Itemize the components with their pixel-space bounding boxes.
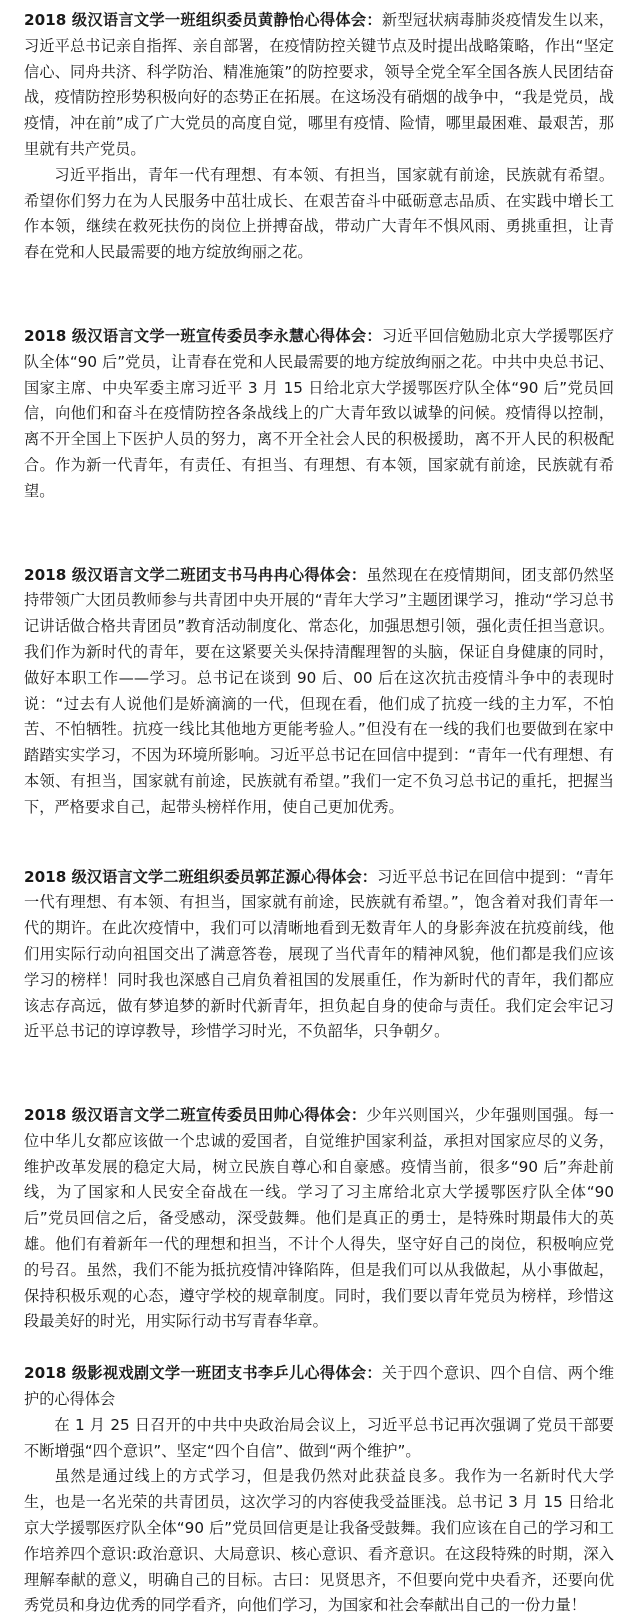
entry-speaker: 2018 级汉语言文学二班宣传委员田帅心得体会： — [24, 1106, 367, 1125]
entry-paragraph: 虽然是通过线上的方式学习，但是我仍然对此获益良多。我作为一名新时代大学生，也是一名光荣的共青团员，这次学习的内容使我受益匪浅。总书记 3 月 15 日给北京大学援鄂医疗队全体“90 后”党员回信更是让我备受鼓舞。我们应该在自己的学习和工作培养四个意识:政治意识、大局意识、核心意识、看齐意识。在这段特殊的时期，深入理解奉献的意义，明确自己的目标。古曰：见贤思齐，不但要向党中央看齐，还要向优秀党员和身边优秀的同学看齐，向他们学习，为国家和社会奉献出自己的一份力量！ — [24, 1467, 614, 1615]
entry-speaker: 2018 级汉语言文学一班组织委员黄静怡心得体会： — [24, 11, 382, 29]
entry-lead-text: 少年兴则国兴，少年强则国强。每一位中华儿女都应该做一个忠诚的爱国者，自觉维护国家利益，承担对国家应尽的义务，维护改革发展的稳定大局，树立民族自尊心和自豪感。疫情当前，很多“90 后”奔赴前线，为了国家和人民安全奋战在一线。学习了习主席给北京大学援鄂医疗队全体“90 后”党员回信之后，备受感动，深受鼓舞。他们是真正的勇士，是特殊时期最伟大的英雄。他们有着新年一代的理想和担当，不计个人得失，坚守好自己的岗位，积极响应党的号召。虽然，我们不能为抵抗疫情冲锋陷阵，但是我们可以从我做起，从小事做起，保持积极乐观的心态，遵守学校的规章制度。同时，我们要以青年党员为榜样，珍惜这段最美好的时光，用实际行动书写青春华章。 — [24, 1106, 615, 1331]
entry-speaker: 2018 级汉语言文学一班宣传委员李永慧心得体会： — [24, 326, 382, 345]
reflection-entry — [24, 563, 614, 821]
section-spacer — [24, 266, 614, 324]
reflection-entry — [24, 8, 614, 266]
reflection-entry — [24, 865, 614, 1046]
entry-lead-paragraph — [24, 8, 614, 163]
entry-paragraph: 在 1 月 25 日召开的中共中央政治局会议上，习近平总书记再次强调了党员干部要不断增强“四个意识”、坚定“四个自信”、做到“两个维护”。 — [24, 1415, 614, 1460]
entry-speaker: 2018 级汉语言文学二班组织委员郭芷源心得体会： — [24, 867, 378, 886]
entry-lead-paragraph — [24, 563, 614, 821]
entry-speaker: 2018 级影视戏剧文学一班团支书李乒儿心得体会： — [24, 1364, 382, 1383]
entry-lead-text: 习近平回信勉励北京大学援鄂医疗队全体“90 后”党员，让青春在党和人民最需要的地方绽放绚丽之花。中共中央总书记、国家主席、中央军委主席习近平 3 月 15 日给北京大学援鄂医疗队全体“90 后”党员回信，向他们和奋斗在疫情防控各条战线上的广大青年致以诚挚的问候。疫情得以控制，离不开全国上下医护人员的努力，离不开全社会人民的积极援助，离不开人民的积极配合。作为新一代青年，有责任、有担当、有理想、有本领，国家就有前途，民族就有希望。 — [24, 326, 615, 500]
section-spacer — [24, 1335, 614, 1361]
entry-speaker: 2018 级汉语言文学二班团支书马冉冉心得体会： — [24, 565, 367, 584]
section-spacer — [24, 505, 614, 563]
section-spacer — [24, 821, 614, 865]
entry-lead-paragraph — [24, 1361, 614, 1413]
entry-lead-paragraph — [24, 865, 614, 1046]
entry-lead-paragraph — [24, 324, 614, 505]
entry-lead-text: 关于四个意识、四个自信、两个维护的心得体会 — [24, 1364, 615, 1409]
entry-lead-paragraph — [24, 1103, 614, 1335]
entry-lead-text: 新型冠状病毒肺炎疫情发生以来，习近平总书记亲自指挥、亲自部署，在疫情防控关键节点及时提出战略策略，作出“坚定信心、同舟共济、科学防治、精准施策”的防控要求，领导全党全军全国各族人民团结奋战，疫情防控形势积极向好的态势正在拓展。在这场没有硝烟的战争中，“我是党员，战疫情，冲在前”成了广大党员的高度自觉，哪里有疫情、险情，哪里最困难、最艰苦，那里就有共产党员。 — [24, 11, 615, 158]
reflection-entry — [24, 324, 614, 505]
section-spacer — [24, 1045, 614, 1103]
reflection-entry — [24, 1361, 614, 1619]
reflection-entry — [24, 1103, 614, 1335]
entry-lead-text: 习近平总书记在回信中提到：“青年一代有理想、有本领、有担当，国家就有前途，民族就有希望。”，饱含着对我们青年一代的期许。在此次疫情中，我们可以清晰地看到无数青年人的身影奔波在抗疫前线，他们用实际行动向祖国交出了满意答卷，展现了当代青年的精神风貌，他们都是我们应该学习的榜样！同时我也深感自己肩负着祖国的发展重任，作为新时代的青年，我们都应该志存高远，做有梦追梦的新时代新青年，担负起自身的使命与责任。我们定会牢记习近平总书记的谆谆教导，珍惜学习时光，不负韶华，只争朝夕。 — [24, 867, 614, 1041]
entry-lead-text: 虽然现在在疫情期间，团支部仍然坚持带领广大团员教师参与共青团中央开展的“青年大学习”主题团课学习，推动“学习总书记讲话做合格共青团员”教育活动制度化、常态化，加强思想引领，强化责任担当意识。我们作为新时代的青年，要在这紧要关头保持清醒理智的头脑，保证自身健康的同时，做好本职工作——学习。总书记在谈到 90 后、00 后在这次抗击疫情斗争中的表现时说：“过去有人说他们是娇滴滴的一代，但现在看，他们成了抗疫一线的主力军，不怕苦、不怕牺牲。抗疫一线比其他地方更能考验人。”但没有在一线的我们也要做到在家中踏踏实实学习，不因为环境所影响。习近平总书记在回信中提到：“青年一代有理想、有本领、有担当，国家就有前途，民族就有希望。”我们一定不负习总书记的重托，把握当下，严格要求自己，起带头榜样作用，使自己更加优秀。 — [24, 565, 615, 816]
entry-paragraph: 习近平指出，青年一代有理想、有本领、有担当，国家就有前途，民族就有希望。希望你们努力在为人民服务中茁壮成长、在艰苦奋斗中砥砺意志品质、在实践中增长工作本领，继续在救死扶伤的岗位上拼搏奋战，带动广大青年不惧风雨、勇挑重担，让青春在党和人民最需要的地方绽放绚丽之花。 — [24, 165, 614, 262]
